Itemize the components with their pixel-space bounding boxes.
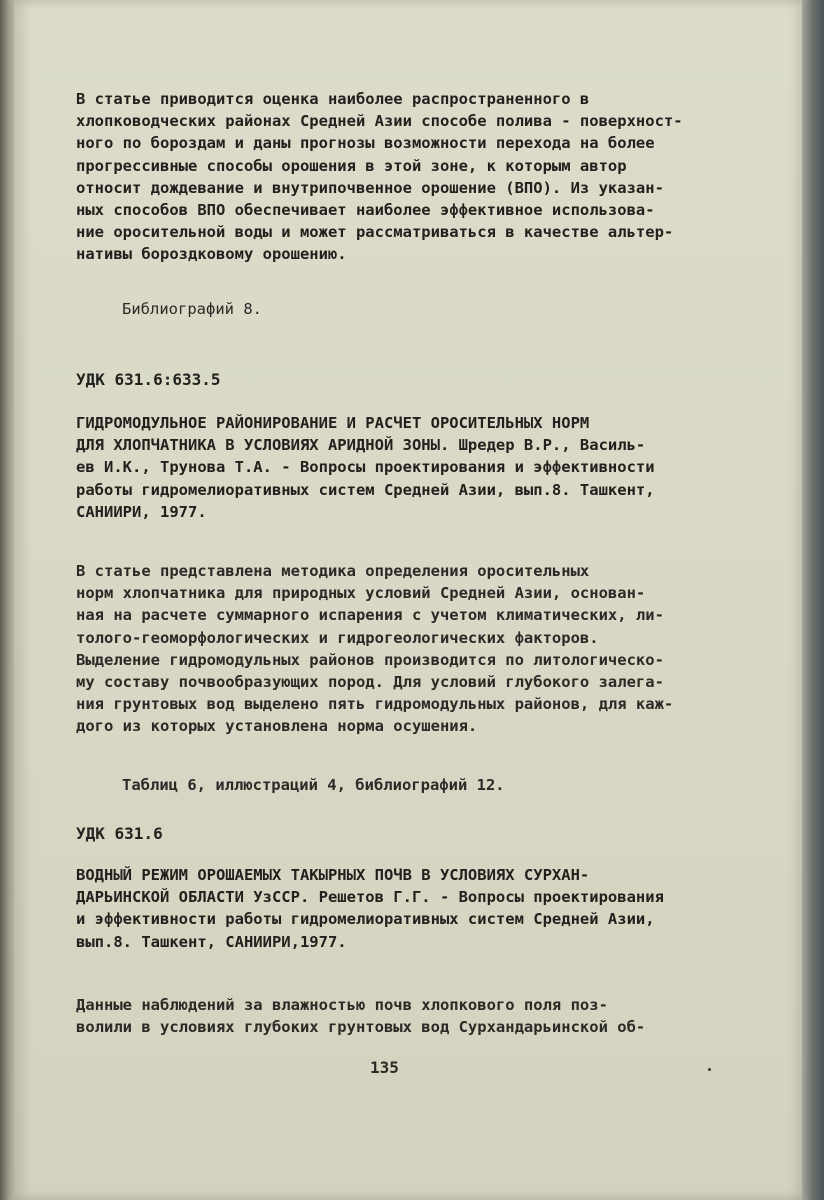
entry-2-references: Таблиц 6, иллюстраций 4, библиографий 12.	[122, 776, 505, 794]
ink-speck	[708, 1068, 711, 1071]
entry-3-abstract: Данные наблюдений за влажностью почв хлопкового поля поз- волили в условиях глубоких грунтовых вод Сурхандарьинской об-	[76, 996, 646, 1037]
entry-3-citation: ВОДНЫЙ РЕЖИМ ОРОШАЕМЫХ ТАКЫРНЫХ ПОЧВ В УСЛОВИЯХ СУРХАН- ДАРЬИНСКОЙ ОБЛАСТИ УзССР. Решетов Г.Г. - Вопросы проектирования и эффективности работы гидромелиоративных систем Средней Азии, вып.8. Ташкент, САНИИРИ,1977.	[76, 866, 664, 951]
entry-1-abstract: В статье приводится оценка наиболее распространенного в хлопководческих районах Средней Азии способе полива - поверхност- ного по бороздам и даны прогнозы возможности перехода на более прогрессивные способы орошения в этой зоне, к которым автор относит дождевание и внутрипочвенное орошение (ВПО). Из указан- ных способов ВПО обеспечивает наиболее эффективное использова- ние оросительной воды и может рассматриваться в качестве альтер- нативы бороздковому орошению.	[76, 90, 683, 264]
entry-2-citation: ГИДРОМОДУЛЬНОЕ РАЙОНИРОВАНИЕ И РАСЧЕТ ОРОСИТЕЛЬНЫХ НОРМ ДЛЯ ХЛОПЧАТНИКА В УСЛОВИЯХ АРИДНОЙ ЗОНЫ. Шредер В.Р., Василь- ев И.К., Трунова Т.А. - Вопросы проектирования и эффективности работы гидромелиоративных систем Средней Азии, вып.8. Ташкент, САНИИРИ, 1977.	[76, 414, 655, 521]
page-number: 135	[370, 1058, 399, 1077]
document-page	[14, 0, 802, 1200]
entry-2-udk: УДК 631.6:633.5	[76, 370, 221, 389]
entry-2-abstract: В статье представлена методика определения оросительных норм хлопчатника для природных условий Средней Азии, основан- ная на расчете суммарного испарения с учетом климатических, ли- толого-геоморфологических и гидрогеологических факторов. Выделение гидромодульных районов производится по литологическо- му составу почвообразующих пород. Для условий глубокого залега- ния грунтовых вод выделено пять гидромодульных районов, для каж- дого из которых установлена норма осушения.	[76, 562, 674, 736]
entry-3-udk: УДК 631.6	[76, 824, 163, 843]
entry-1-references: Библиографий 8.	[122, 300, 262, 318]
book-cover-edge	[802, 0, 824, 1200]
